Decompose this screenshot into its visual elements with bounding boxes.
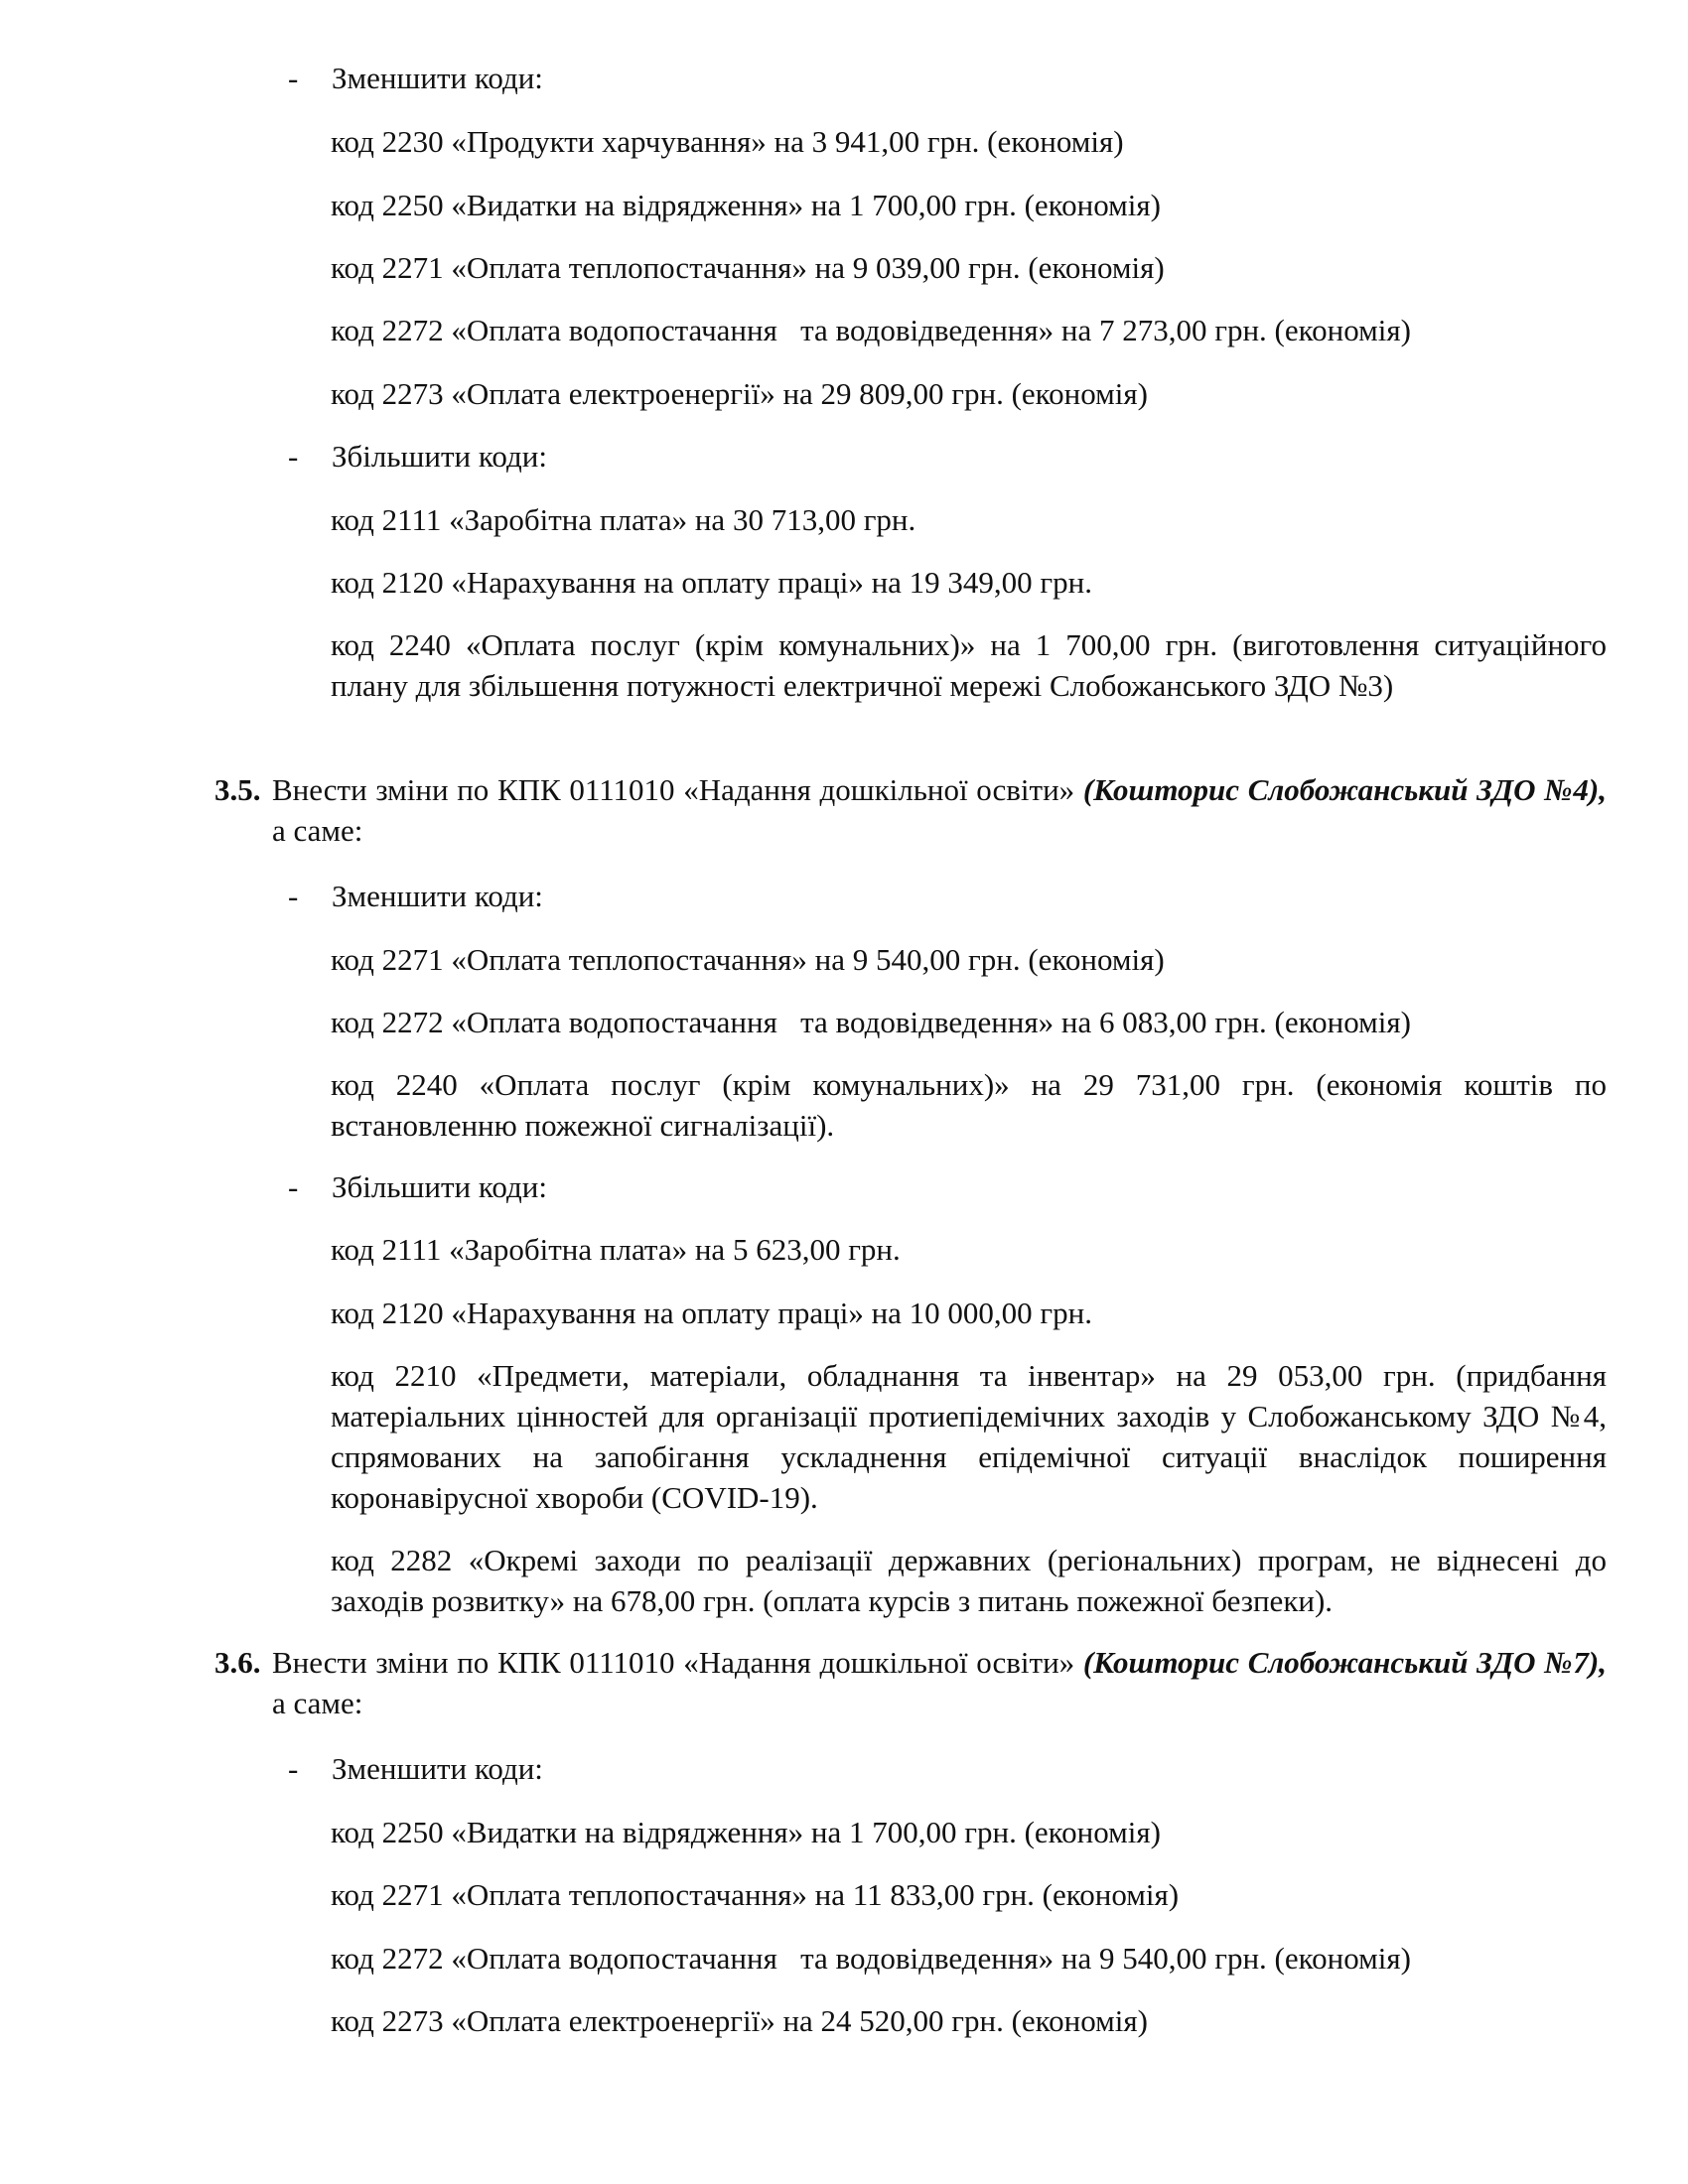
section-number: 3.5.	[214, 772, 261, 807]
code-item: код 2273 «Оплата електроенергії» на 29 809,00 грн. (економія)	[331, 376, 1148, 411]
sublist-label: Збільшити коди:	[332, 439, 547, 474]
code-item: код 2271 «Оплата теплопостачання» на 9 039,00 грн. (економія)	[331, 250, 1165, 285]
code-item: код 2240 «Оплата послуг (крім комунальних)» на 1 700,00 грн. (виготовлення ситуаційного плану для збільшення потужності електричної мережі Слобожанського ЗДО №3)	[331, 627, 1607, 703]
code-item: код 2282 «Окремі заходи по реалізації державних (регіональних) програм, не віднесені до заходів розвитку» на 678,00 грн. (оплата курсів з питань пожежної безпеки).	[331, 1543, 1607, 1618]
section-text: Внести зміни по КПК 0111010 «Надання дошкільної освіти» (Кошторис Слобожанський ЗДО №4), а саме:	[272, 772, 1607, 848]
code-item: код 2250 «Видатки на відрядження» на 1 700,00 грн. (економія)	[331, 188, 1161, 222]
sublist-label: Зменшити коди:	[332, 879, 543, 913]
code-item: код 2272 «Оплата водопостачання та водовідведення» на 9 540,00 грн. (економія)	[331, 1941, 1411, 1976]
sublist-label: Зменшити коди:	[332, 61, 543, 95]
code-item: код 2120 «Нарахування на оплату праці» на 10 000,00 грн.	[331, 1296, 1092, 1330]
sublist-label: Збільшити коди:	[332, 1169, 547, 1204]
code-item: код 2230 «Продукти харчування» на 3 941,00 грн. (економія)	[331, 124, 1124, 159]
code-item: код 2272 «Оплата водопостачання та водовідведення» на 6 083,00 грн. (економія)	[331, 1005, 1411, 1039]
code-item: код 2210 «Предмети, матеріали, обладнання та інвентар» на 29 053,00 грн. (придбання матеріальних цінностей для організації протиепідемічних заходів у Слобожанському ЗДО №4, спрямованих на запобігання ускладнення епідемічної ситуації внаслідок поширення коронавірусної хвороби (COVID-19).	[331, 1358, 1607, 1515]
code-item: код 2111 «Заробітна плата» на 5 623,00 грн.	[331, 1232, 901, 1267]
code-item: код 2271 «Оплата теплопостачання» на 9 540,00 грн. (економія)	[331, 942, 1165, 977]
code-item: код 2250 «Видатки на відрядження» на 1 700,00 грн. (економія)	[331, 1815, 1161, 1849]
code-item: код 2111 «Заробітна плата» на 30 713,00 грн.	[331, 502, 916, 537]
sublist-label: Зменшити коди:	[332, 1751, 543, 1786]
list-dash: -	[288, 439, 299, 474]
estimate-name: (Кошторис Слобожанський ЗДО №7),	[1082, 1645, 1607, 1680]
code-item: код 2273 «Оплата електроенергії» на 24 520,00 грн. (економія)	[331, 2003, 1148, 2038]
code-item: код 2240 «Оплата послуг (крім комунальних)» на 29 731,00 грн. (економія коштів по встановленню пожежної сигналізації).	[331, 1067, 1607, 1143]
code-item: код 2272 «Оплата водопостачання та водовідведення» на 7 273,00 грн. (економія)	[331, 313, 1411, 347]
list-dash: -	[288, 1169, 299, 1204]
code-item: код 2120 «Нарахування на оплату праці» на 19 349,00 грн.	[331, 565, 1092, 600]
list-dash: -	[288, 879, 299, 913]
code-item: код 2271 «Оплата теплопостачання» на 11 833,00 грн. (економія)	[331, 1877, 1180, 1912]
estimate-name: (Кошторис Слобожанський ЗДО №4),	[1082, 772, 1607, 807]
list-dash: -	[288, 61, 299, 95]
section-text: Внести зміни по КПК 0111010 «Надання дошкільної освіти» (Кошторис Слобожанський ЗДО №7), а саме:	[272, 1645, 1607, 1720]
list-dash: -	[288, 1751, 299, 1786]
section-number: 3.6.	[214, 1645, 261, 1680]
